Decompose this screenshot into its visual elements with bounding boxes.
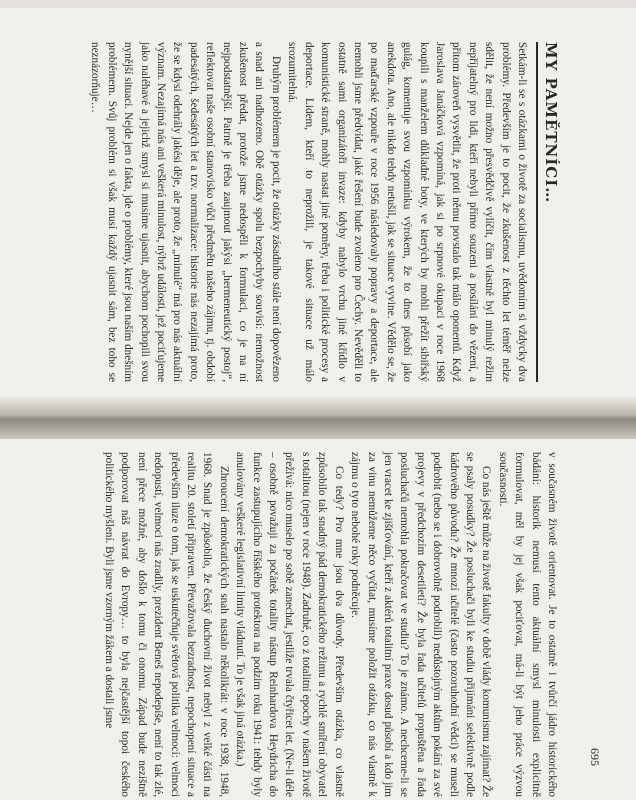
paragraph: Druhým problémem je pocit, že otázky zásadního stále není dopovězeno a snad ani nadhozeno. Obě otázky spolu bezpochyby souvisí: nemožnost zkušenost předat, protože jsme nedospěli k formulaci, co je na ní nejpodstatnější. Patrně je třeba zaujmout jakýsi „hermeneutický postoj“, reflektovat naše osobní stanovisko vůči předmětu našeho zájmu, tj. období padesátých, šedesátých let a tzv. normalizace: historie nás nezajímá proto, že se kdysi odehrály jakési děje, ale proto, že „minulé“ má pro nás aktuální význam. Nezajímá nás ani veškerá minulost, nýbrž události, jež pociťujeme jako naléhavé a jejichž smysl si musíme ujasnit, abychom pochopili svou nynější situaci. Nejde jen o fakta, jde o problémy, které jsou naším dnešním problémem. Svůj problém si však musí každý ujasnit sám, bez toho se neznázorňuje…	[89, 42, 282, 382]
left-page-column	[20, 42, 560, 382]
page-edge	[0, 0, 636, 8]
page-number: 695	[588, 748, 602, 766]
book-gutter	[0, 395, 636, 439]
paragraph: Setkám-li se s otázkami o životě za socialismu, uvědomím si vždycky dva problémy. Především je to pocit, že zkušenost z těchto let téměř nelze sdělit, že není možno přesvědčivě vylíčit, čím vlastně byl minulý režim nepříjatelný pro lidi, kteří nebyli přímo souzeni a posíláni do vězení, a přitom zároveň vysvětlit, že proti němu povstalo tak málo oponentů. Když Jaroslava Janáčková vzpomíná, jak si po srpnové okupaci v roce 1968 koupili s manželem důkladné boty, ve kterých by mohli přežít sibiřský gulág, komentuje svou vzpomínku výrokem, že to dnes působí jako anekdota. Ano, ale nikdo tehdy netušil, jak se situace vyvine. Vědělo se, že po maďarské vzpouře v roce 1956 následovaly popravy a deportace, ale nemohli jsme předvídat, jaké řešení bude zvoleno pro Čechy. Nevěděli to ostatně sami organizátoři invaze: kdyby nabylo vrchu jiné křídlo v komunistické straně, mohly nastat jiné poměry, třeba i politické procesy a deportace. Lidem, kteří to neprožili, je takové situace už málo srozumitelná.	[286, 42, 528, 382]
paragraph: Co nás ještě může na životě fakulty v době vlády komunismu zajímat? Že se psaly posudky? Že posluchači byli ke studiu přijímáni selektivně podle kádrového původu? Že mnozí učitelé (často pozoruhodní vědci) se museli podrobit (nebo se i dobrovolně podrobili) nedůstojným aktům pokání za své projevy v předchozím desetiletí? Že byla řada učitelů propuštěna a řada posluchačů nemohla pokračovat ve studiu? To je známo. A nechceme-li se jen vracet ke zjišťování, kteří z aktérů totalitní praxe dosud působí a kdo jim za vinu nemůžeme něco vyčítat, musíme položit otázku, co nás vlastně k zájmu o tyto nebohé roky podněcuje.	[349, 452, 493, 797]
right-page-column	[20, 452, 560, 797]
left-page	[20, 42, 560, 382]
paragraph: Zhroucení demokratických snah nastalo několikrát: v roce 1938, 1948, 1968. Snad je způsobilo, že český duchovní život nebyl z velké části na realitu 20. století připraven. Převažovala bezradnost, nepochopení situace a především iluze o tom, jak se uskutečňuje světová politika velmocí: velmoci nedopustí, velmoci nás zradily, prezident Beneš nepodepíše, není to tak zlé, není přece možné, aby došlo k tomu či onomu. Západ bude nezištně podporovat náš návrat do Evropy… to byla nejčastější topoi českého politického myšlení. Byli jsme vzorným žákem a dostali jsme	[103, 452, 230, 797]
paragraph: Co tedy? Pro mne jsou dva důvody. Především otázka, co vlastně způsobilo tak snadný pád demokratického režimu a rychlé smíření obyvatel s totalitou (nejen v roce 1948). Zadruhé, co z totalitní epochy v našem životě přežívá: nico muselo po sobě zanechat, jestliže trvala čtyřicet let. (Ne-li déle – osobně považuji za počátek totality nástup Reinhardova Heydricha do funkce zastupujícího říšského protektora na podzim roku 1941: tehdy byly anulovány veškeré legislativní limity vládnutí. To je však jiná otázka.)	[234, 452, 345, 797]
section-heading: MY PAMĚTNÍCI…	[536, 42, 560, 382]
paragraph: v současném životě orientovat. Je to ostatně i tvůrčí jádro historického bádání: historik nemusí tento aktuální smysl minulosti explicitně formulovat, měl by jej však pociťovat, má-li být jeho práce výzvou současnosti.	[496, 452, 558, 797]
right-page	[20, 452, 560, 797]
